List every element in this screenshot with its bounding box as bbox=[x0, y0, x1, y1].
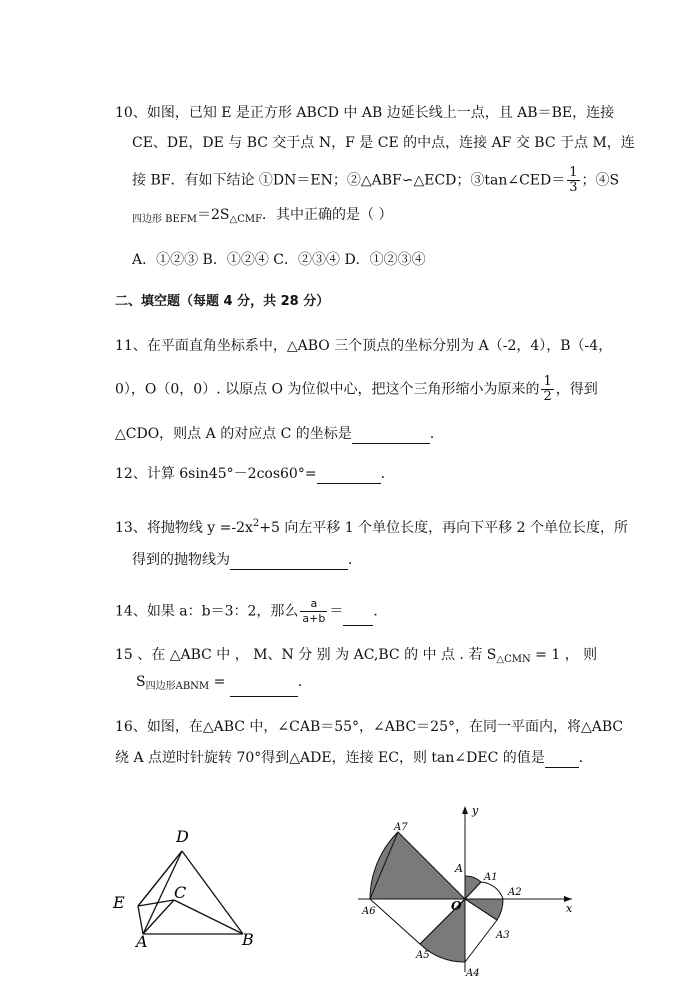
label-a-point: A bbox=[455, 862, 463, 875]
q10-options: A．①②③ B．①②④ C．②③④ D．①②③④ bbox=[132, 252, 426, 268]
label-a5: A5 bbox=[416, 950, 430, 961]
label-e: E bbox=[113, 893, 125, 912]
q15-line1 bbox=[115, 645, 597, 670]
q15-line2: $S_{四边形ABNM}$ = ． bbox=[136, 672, 312, 697]
q13-line2-text: 得到的抛物线为 bbox=[132, 552, 230, 568]
q14-text-b: ＝ bbox=[329, 603, 344, 620]
q10-frac-den: 3 bbox=[569, 180, 578, 195]
q13-answer-blank[interactable] bbox=[230, 555, 348, 570]
q10-sub2: △CMF bbox=[229, 214, 263, 225]
label-c: C bbox=[174, 883, 187, 902]
q13-line1 bbox=[115, 514, 628, 538]
q10-sub1: 四边形 BEFM bbox=[132, 214, 198, 225]
q10-line4-mid: ＝2S bbox=[197, 207, 230, 223]
q15-sub2: 四边形ABNM bbox=[145, 681, 210, 692]
q11-line3: △CDO，则点 A 的对应点 C 的坐标是 ． bbox=[115, 426, 444, 442]
label-a2: A2 bbox=[508, 887, 522, 898]
q14-line: 14、如果 a：b＝3：2，那么 $\frac{a}{a+b}$ ＝ ． bbox=[115, 597, 388, 625]
q12-text: 12、计算 6sin45°－2cos60°= bbox=[115, 466, 317, 482]
q10-line3 bbox=[132, 166, 619, 195]
axis-x-label: x bbox=[566, 902, 573, 915]
figure-triangle bbox=[108, 822, 268, 948]
q10-line4-end: ．其中正确的是（ ） bbox=[262, 207, 393, 223]
q10-frac-num: 1 bbox=[569, 165, 578, 180]
q15-eq: = bbox=[213, 674, 226, 690]
q15-s: S bbox=[136, 674, 146, 690]
q13-line2: 得到的抛物线为 ． bbox=[132, 552, 362, 568]
section-title: 二、填空题（每题 4 分，共 28 分） bbox=[115, 294, 330, 309]
q13-text-a: 13、将抛物线 y =-2x bbox=[115, 520, 253, 536]
figure-coordinate-spiral bbox=[350, 800, 585, 980]
q10-line2: CE、DE，DE 与 BC 交于点 N，F 是 CE 的中点，连接 AF 交 BC 于点 M，连 bbox=[132, 135, 635, 151]
q12-answer-blank[interactable] bbox=[317, 469, 381, 484]
q14-frac-num: a bbox=[300, 597, 327, 612]
q11-line2-end: ，得到 bbox=[555, 381, 598, 398]
q10-line3-text: 接 BF．有如下结论 ①DN＝EN；②△ABF∽△ECD；③tan∠CED＝ bbox=[132, 172, 566, 189]
q11-fraction bbox=[541, 375, 553, 404]
q14-fraction bbox=[300, 597, 327, 626]
q15-text-a: 15 、在 △ABC 中 ， M、N 分 别 为 AC,BC 的 中 点 . 若 S bbox=[115, 647, 497, 663]
q13-text-b: +5 向左平移 1 个单位长度，再向下平移 2 个单位长度，所 bbox=[259, 520, 628, 536]
q13-sup: 2 bbox=[252, 518, 260, 529]
label-a3: A3 bbox=[496, 930, 510, 941]
q14-answer-blank[interactable] bbox=[343, 611, 373, 626]
label-a6: A6 bbox=[362, 906, 376, 917]
q14-frac-den: a+b bbox=[302, 612, 326, 625]
q11-frac-den: 2 bbox=[543, 389, 552, 404]
label-d: D bbox=[176, 827, 189, 846]
q10-fraction bbox=[567, 166, 579, 195]
label-origin: O bbox=[451, 899, 462, 913]
label-a: A bbox=[136, 932, 148, 948]
q14-text-a: 14、如果 a：b＝3：2，那么 bbox=[115, 603, 299, 620]
q11-answer-blank[interactable] bbox=[352, 429, 430, 444]
q15-answer-blank[interactable] bbox=[230, 682, 298, 697]
q11-line3-text: △CDO，则点 A 的对应点 C 的坐标是 bbox=[115, 426, 352, 442]
q15-sub: △CMN bbox=[496, 654, 531, 665]
axis-y-label: y bbox=[472, 804, 479, 817]
label-a4: A4 bbox=[466, 968, 480, 979]
label-a1: A1 bbox=[484, 872, 498, 883]
q16-line1: 16、如图，在△ABC 中，∠CAB＝55°，∠ABC＝25°，在同一平面内，将△ABC bbox=[115, 719, 624, 735]
q16-line2-text: 绕 A 点逆时针旋转 70°得到△ADE，连接 EC，则 tan∠DEC 的值是 bbox=[115, 750, 545, 766]
q11-line2 bbox=[115, 375, 598, 404]
q16-answer-blank[interactable] bbox=[545, 753, 579, 768]
q11-frac-num: 1 bbox=[543, 374, 552, 389]
q10-line4 bbox=[132, 205, 393, 230]
q11-line2-text: 0），O（0，0）. 以原点 O 为位似中心，把这个三角形缩小为原来的 bbox=[115, 381, 540, 398]
q15-text-b: = 1 ， 则 bbox=[535, 647, 598, 663]
q11-line1: 11、在平面直角坐标系中，△ABO 三个顶点的坐标分别为 A（-2，4），B（-4， bbox=[115, 338, 613, 354]
q12-line: 12、计算 6sin45°－2cos60°= ． bbox=[115, 466, 395, 482]
q16-line2: 绕 A 点逆时针旋转 70°得到△ADE，连接 EC，则 tan∠DEC 的值是 ． bbox=[115, 750, 593, 766]
label-a7: A7 bbox=[394, 822, 408, 833]
q10-line3-end: ；④S bbox=[581, 172, 620, 189]
q10-line1: 10、如图，已知 E 是正方形 ABCD 中 AB 边延长线上一点，且 AB＝BE，连接 bbox=[115, 105, 615, 121]
label-b: B bbox=[242, 930, 254, 948]
